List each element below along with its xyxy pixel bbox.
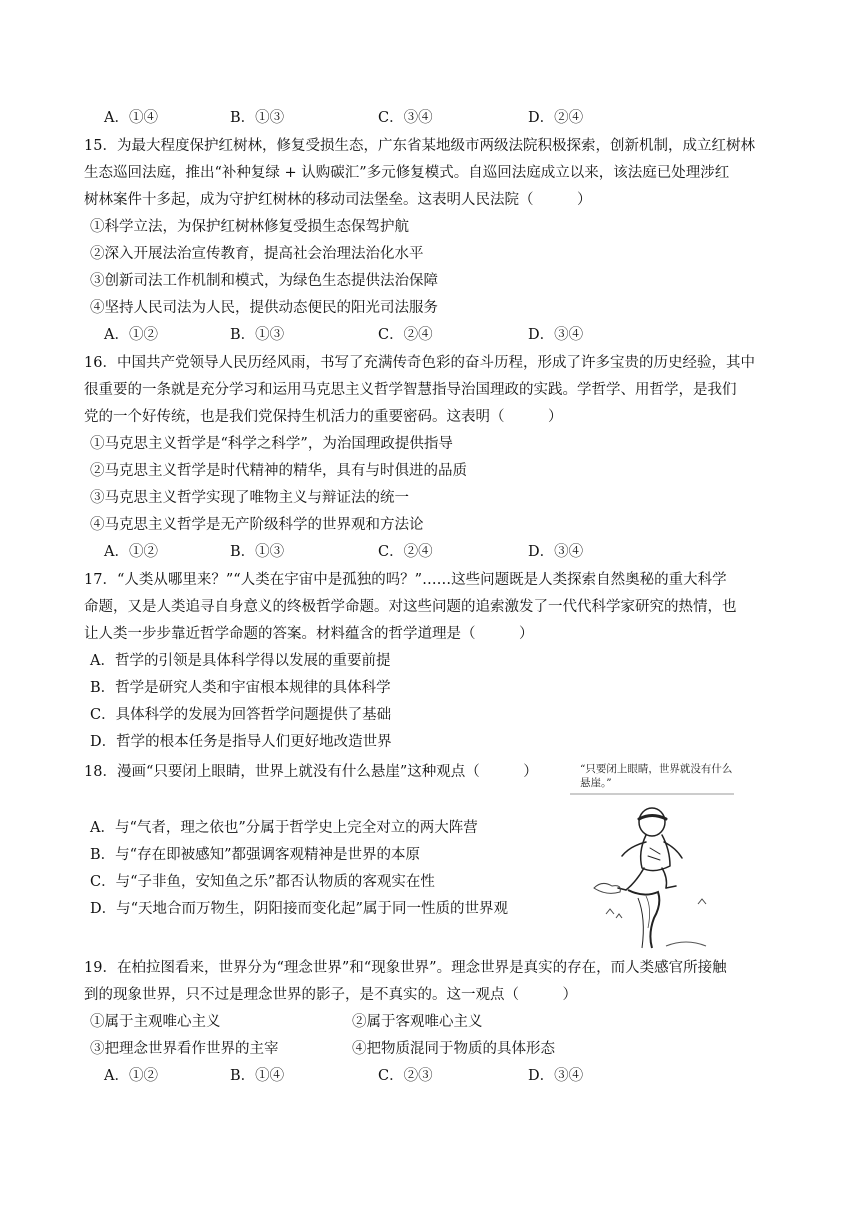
q18-option-b: B．与“存在即被感知”都强调客观精神是世界的本原	[90, 847, 420, 863]
q16-item-1: ①马克思主义哲学是“科学之科学”，为治国理政提供指导	[90, 436, 453, 452]
q17-option-d: D．哲学的根本任务是指导人们更好地改造世界	[90, 734, 392, 750]
q16-item-3: ③马克思主义哲学实现了唯物主义与辩证法的统一	[90, 490, 409, 506]
q18-option-d: D．与“天地合而万物生，阴阳接而变化起”属于同一性质的世界观	[90, 901, 508, 917]
q14-option-a: A．①④	[104, 110, 158, 126]
q15-item-2: ②深入开展法治宣传教育，提高社会治理法治化水平	[90, 246, 424, 262]
q15-stem-line-2: 生态巡回法庭，推出“补种复绿 + 认购碳汇”多元修复模式。自巡回法庭成立以来，该法庭已处理涉红	[84, 165, 730, 181]
q16-item-4: ④马克思主义哲学是无产阶级科学的世界观和方法论	[90, 517, 424, 533]
q19-option-c: C．②③	[378, 1068, 433, 1084]
q17-option-c: C．具体科学的发展为回答哲学问题提供了基础	[90, 707, 392, 723]
q19-item-4: ④把物质混同于物质的具体形态	[352, 1041, 555, 1057]
q18-cartoon	[566, 758, 742, 950]
q17-stem-line-1: 17．“人类从哪里来？”“人类在宇宙中是孤独的吗？”……这些问题既是人类探索自然奥秘的重大科学	[84, 572, 727, 588]
q17-stem-line-2: 命题，又是人类追寻自身意义的终极哲学命题。对这些问题的追索激发了一代代科学家研究的热情，也	[84, 599, 737, 615]
q19-item-1: ①属于主观唯心主义	[90, 1014, 221, 1030]
q16-option-b: B．①③	[230, 544, 285, 560]
q18-option-a: A．与“气者，理之依也”分属于哲学史上完全对立的两大阵营	[90, 820, 478, 836]
q17-option-b: B．哲学是研究人类和宇宙根本规律的具体科学	[90, 680, 391, 696]
q19-option-d: D．③④	[528, 1068, 584, 1084]
q19-option-a: A．①②	[104, 1068, 158, 1084]
q15-item-4: ④坚持人民司法为人民，提供动态便民的阳光司法服务	[90, 300, 438, 316]
q19-option-b: B．①④	[230, 1068, 285, 1084]
q15-option-a: A．①②	[104, 327, 158, 343]
q18-stem: 18．漫画“只要闭上眼睛，世界上就没有什么悬崖”这种观点（ ）	[84, 764, 538, 780]
q17-option-a: A．哲学的引领是具体科学得以发展的重要前提	[90, 653, 391, 669]
cartoon-drawing-icon	[566, 758, 742, 950]
q16-stem-line-2: 很重要的一条就是充分学习和运用马克思主义哲学智慧指导治国理政的实践。学哲学、用哲学，是我们	[84, 382, 737, 398]
q16-option-d: D．③④	[528, 544, 584, 560]
q16-option-c: C．②④	[378, 544, 433, 560]
q15-stem-line-3: 树林案件十多起，成为守护红树林的移动司法堡垒。这表明人民法院（ ）	[84, 192, 592, 208]
q16-option-a: A．①②	[104, 544, 158, 560]
q18-option-c: C．与“子非鱼，安知鱼之乐”都否认物质的客观实在性	[90, 874, 435, 890]
q19-item-3: ③把理念世界看作世界的主宰	[90, 1041, 279, 1057]
q16-item-2: ②马克思主义哲学是时代精神的精华，具有与时俱进的品质	[90, 463, 467, 479]
q19-item-2: ②属于客观唯心主义	[352, 1014, 483, 1030]
q15-item-1: ①科学立法，为保护红树林修复受损生态保驾护航	[90, 219, 409, 235]
q16-stem-line-3: 党的一个好传统，也是我们党保持生机活力的重要密码。这表明（ ）	[84, 409, 563, 425]
q19-stem-line-1: 19．在柏拉图看来，世界分为“理念世界”和“现象世界”。理念世界是真实的存在，而人类感官所接触	[84, 960, 727, 976]
q17-stem-line-3: 让人类一步步靠近哲学命题的答案。材料蕴含的哲学道理是（ ）	[84, 626, 534, 642]
q15-option-b: B．①③	[230, 327, 285, 343]
q14-option-c: C．③④	[378, 110, 433, 126]
q16-stem-line-1: 16．中国共产党领导人民历经风雨，书写了充满传奇色彩的奋斗历程，形成了许多宝贵的历史经验，其中	[84, 355, 755, 371]
q14-option-b: B．①③	[230, 110, 285, 126]
q15-stem-line-1: 15．为最大程度保护红树林，修复受损生态，广东省某地级市两级法院积极探索，创新机制，成立红树林	[84, 138, 755, 154]
q15-option-c: C．②④	[378, 327, 433, 343]
q14-option-d: D．②④	[528, 110, 584, 126]
q15-item-3: ③创新司法工作机制和模式，为绿色生态提供法治保障	[90, 273, 438, 289]
q15-option-d: D．③④	[528, 327, 584, 343]
cartoon-caption: “只要闭上眼睛，世界就没有什么悬崖。”	[580, 763, 733, 789]
q19-stem-line-2: 到的现象世界，只不过是理念世界的影子，是不真实的。这一观点（ ）	[84, 987, 577, 1003]
